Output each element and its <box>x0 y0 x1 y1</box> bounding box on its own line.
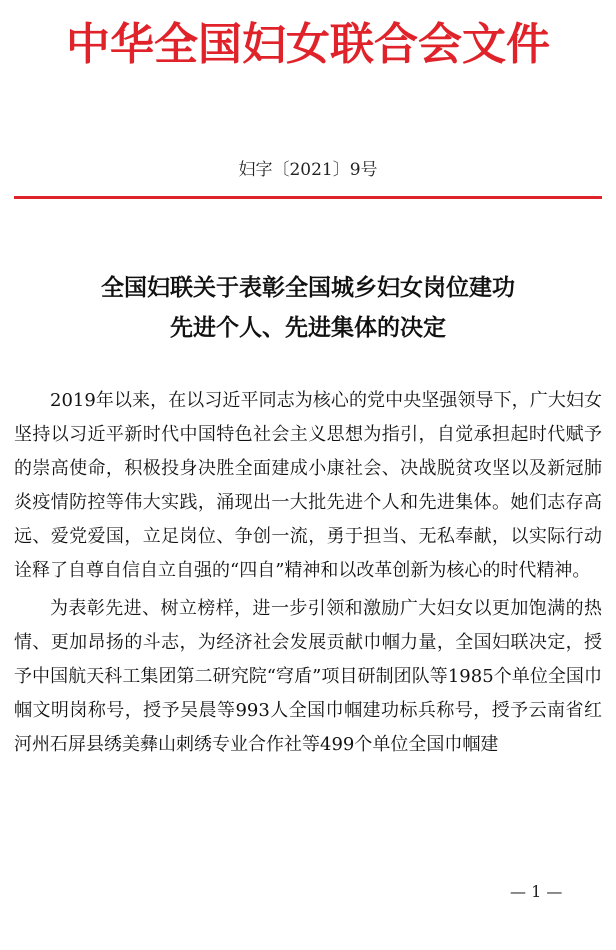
body-paragraph-1: 2019年以来，在以习近平同志为核心的党中央坚强领导下，广大妇女坚持以习近平新时代中国特色社会主义思想为指引，自觉承担起时代赋予的崇高使命，积极投身决胜全面建成小康社会、决战脱贫攻坚以及新冠肺炎疫情防控等伟大实践，涌现出一大批先进个人和先进集体。她们志存高远、爱党爱国，立足岗位、争创一流，勇于担当、无私奉献，以实际行动诠释了自尊自信自立自强的“四自”精神和以改革创新为核心的时代精神。 <box>14 390 602 581</box>
document-title <box>0 268 616 348</box>
title-line-1: 全国妇联关于表彰全国城乡妇女岗位建功 <box>101 275 515 301</box>
red-divider-line <box>14 196 602 199</box>
document-number: 妇字〔2021〕9号 <box>238 160 378 180</box>
title-line-2: 先进个人、先进集体的决定 <box>170 315 446 341</box>
body-paragraph-2: 为表彰先进、树立榜样，进一步引领和激励广大妇女以更加饱满的热情、更加昂扬的斗志，为经济社会发展贡献巾帼力量，全国妇联决定，授予中国航天科工集团第二研究院“穹盾”项目研制团队等1985个单位全国巾帼文明岗称号，授予吴晨等993人全国巾帼建功标兵称号，授予云南省红河州石屏县绣美彝山刺绣专业合作社等499个单位全国巾帼建 <box>14 598 602 755</box>
org-masthead-title: 中华全国妇女联合会文件 <box>66 19 550 70</box>
document-body <box>14 384 602 766</box>
page-number: — 1 — <box>510 882 563 901</box>
